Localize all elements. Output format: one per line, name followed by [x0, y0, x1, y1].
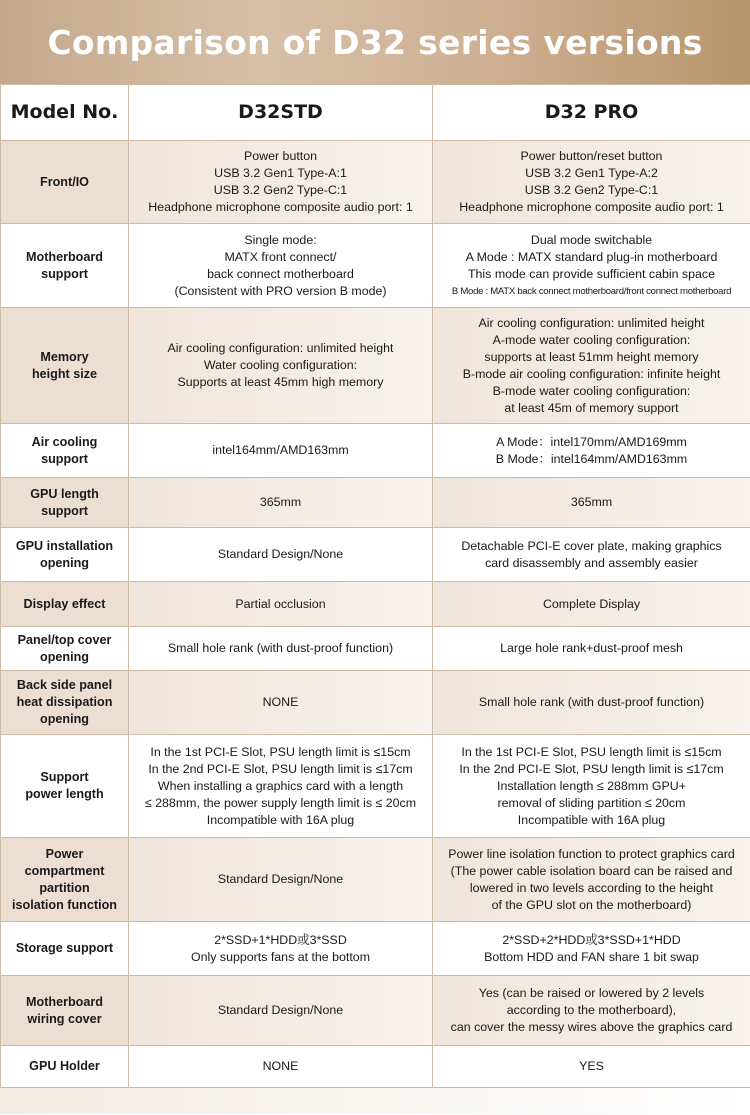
- pro-value: [433, 1046, 750, 1088]
- table-row: [1, 582, 750, 627]
- std-value: [129, 671, 433, 735]
- cell-line: Motherboard: [26, 249, 103, 264]
- pro-value: [433, 582, 750, 627]
- table-row: [1, 627, 750, 671]
- cell-line: Small hole rank (with dust-proof function): [167, 641, 394, 655]
- std-value: [129, 224, 433, 308]
- cell-line: removal of sliding partition ≤ 20cm: [497, 795, 686, 810]
- cell-line: card disassembly and assembly easier: [485, 555, 698, 570]
- cell-line: Incompatible with 16A plug: [517, 812, 666, 827]
- cell-line: 365mm: [259, 495, 302, 509]
- pro-value: [433, 838, 750, 922]
- cell-line: A Mode：intel170mm/AMD169mm: [496, 434, 687, 449]
- pro-value: [433, 627, 750, 671]
- header-std: D32STD: [129, 85, 433, 141]
- cell-line: opening: [40, 555, 89, 570]
- cell-line: power length: [25, 787, 104, 801]
- cell-line: Power button/reset button: [520, 149, 663, 163]
- cell-line: partition: [39, 880, 90, 895]
- cell-line: B-mode water cooling configuration:: [492, 383, 691, 398]
- cell-line: compartment: [24, 863, 105, 878]
- title-banner: [0, 0, 750, 84]
- cell-line: Power line isolation function to protect graphics card: [448, 846, 735, 861]
- std-value: [129, 528, 433, 582]
- std-value: [129, 922, 433, 976]
- cell-line: Large hole rank+dust-proof mesh: [500, 641, 683, 655]
- header-row: [1, 85, 750, 141]
- cell-line: according to the motherboard),: [506, 1003, 677, 1017]
- cell-line: lowered in two levels according to the height: [469, 880, 714, 895]
- row-label: [1, 735, 129, 838]
- pro-value: [433, 528, 750, 582]
- cell-line: Water cooling configuration:: [203, 358, 358, 372]
- cell-line: 365mm: [570, 495, 613, 509]
- cell-line: Partial occlusion: [235, 596, 326, 611]
- pro-value: [433, 922, 750, 976]
- cell-line: Memory: [40, 349, 89, 364]
- pro-value: [433, 424, 750, 478]
- cell-line: When installing a graphics card with a length: [157, 778, 404, 793]
- cell-line: GPU length: [30, 486, 99, 501]
- cell-line: Front/IO: [40, 174, 89, 189]
- cell-line: This mode can provide sufficient cabin space: [467, 266, 716, 281]
- cell-line: Back side panel: [16, 678, 113, 692]
- cell-line: ≤ 288mm, the power supply length limit is ≤ 20cm: [144, 795, 417, 810]
- cell-line: In the 2nd PCI-E Slot, PSU length limit is ≤17cm: [459, 761, 724, 776]
- std-value: [129, 976, 433, 1046]
- table-row: [1, 424, 750, 478]
- std-value: [129, 1046, 433, 1088]
- table-row: [1, 1046, 750, 1088]
- table-row: [1, 671, 750, 735]
- std-value: [129, 582, 433, 627]
- table-row: [1, 478, 750, 528]
- cell-line: Single mode:: [244, 232, 317, 247]
- cell-line: of the GPU slot on the motherboard): [491, 897, 692, 912]
- cell-line: USB 3.2 Gen2 Type-C:1: [213, 183, 348, 197]
- cell-line: Only supports fans at the bottom: [190, 949, 371, 964]
- cell-line: Power: [45, 846, 84, 861]
- cell-line: B-mode air cooling configuration: infinite height: [462, 366, 721, 381]
- cell-line: intel164mm/AMD163mm: [212, 443, 349, 457]
- cell-line: Panel/top cover: [17, 632, 112, 647]
- table-row: [1, 838, 750, 922]
- cell-line: back connect motherboard: [207, 266, 354, 281]
- row-label: [1, 224, 129, 308]
- comparison-table: [0, 84, 750, 1088]
- cell-line: Dual mode switchable: [530, 232, 653, 247]
- bottom-strip: [0, 1088, 750, 1114]
- cell-line: isolation function: [12, 897, 117, 912]
- pro-value: [433, 478, 750, 528]
- std-value: [129, 308, 433, 424]
- cell-line: (Consistent with PRO version B mode): [174, 283, 387, 298]
- cell-line: height size: [31, 366, 98, 381]
- row-label: [1, 424, 129, 478]
- cell-line: MATX front connect/: [224, 249, 337, 264]
- table-row: [1, 224, 750, 308]
- table-row: [1, 922, 750, 976]
- cell-line: USB 3.2 Gen1 Type-A:1: [214, 166, 347, 180]
- cell-line: Standard Design/None: [217, 1003, 344, 1017]
- cell-line: Support: [40, 770, 89, 784]
- cell-line: GPU Holder: [29, 1059, 100, 1073]
- cell-line: heat dissipation: [16, 695, 113, 709]
- cell-line: Supports at least 45mm high memory: [177, 375, 384, 389]
- pro-value: [433, 224, 750, 308]
- row-label: [1, 976, 129, 1046]
- pro-value: [433, 671, 750, 735]
- table-row: [1, 976, 750, 1046]
- pro-value: [433, 735, 750, 838]
- row-label: [1, 308, 129, 424]
- cell-line: Bottom HDD and FAN share 1 bit swap: [484, 949, 699, 964]
- cell-line: B Mode : MATX back connect motherboard/front connect motherboard: [451, 285, 732, 297]
- cell-line: USB 3.2 Gen2 Type-C:1: [524, 183, 659, 197]
- std-value: [129, 838, 433, 922]
- cell-line: Incompatible with 16A plug: [206, 812, 355, 827]
- pro-value: [433, 976, 750, 1046]
- cell-line: (The power cable isolation board can be raised and: [450, 863, 733, 878]
- cell-line: NONE: [262, 1059, 299, 1073]
- cell-line: In the 1st PCI-E Slot, PSU length limit is ≤15cm: [150, 744, 411, 759]
- page-title: Comparison of D32 series versions: [47, 22, 703, 62]
- table-row: [1, 528, 750, 582]
- std-value: [129, 735, 433, 838]
- cell-line: Complete Display: [542, 596, 641, 611]
- cell-line: YES: [579, 1059, 604, 1073]
- cell-line: Air cooling configuration: unlimited height: [167, 341, 394, 355]
- header-model: Model No.: [1, 85, 129, 141]
- row-label: [1, 922, 129, 976]
- cell-line: opening: [40, 712, 89, 726]
- cell-line: Installation length ≤ 288mm GPU+: [497, 778, 686, 793]
- cell-line: Storage support: [15, 941, 114, 955]
- cell-line: opening: [40, 649, 89, 664]
- header-pro: D32 PRO: [433, 85, 750, 141]
- cell-line: can cover the messy wires above the graphics card: [450, 1020, 733, 1034]
- std-value: [129, 627, 433, 671]
- cell-line: support: [41, 266, 88, 281]
- row-label: [1, 141, 129, 224]
- cell-line: B Mode：intel164mm/AMD163mm: [495, 451, 688, 466]
- std-value: [129, 141, 433, 224]
- cell-line: A-mode water cooling configuration:: [492, 332, 691, 347]
- cell-line: Small hole rank (with dust-proof function): [478, 695, 705, 709]
- cell-line: support: [41, 451, 88, 466]
- cell-line: In the 2nd PCI-E Slot, PSU length limit is ≤17cm: [148, 761, 413, 776]
- row-label: [1, 838, 129, 922]
- cell-line: Air cooling: [31, 434, 98, 449]
- row-label: [1, 671, 129, 735]
- cell-line: USB 3.2 Gen1 Type-A:2: [525, 166, 658, 180]
- cell-line: 2*SSD+2*HDD或3*SSD+1*HDD: [502, 932, 681, 947]
- cell-line: Detachable PCI-E cover plate, making graphics: [461, 538, 722, 553]
- cell-line: support: [41, 503, 88, 518]
- cell-line: GPU installation: [15, 538, 114, 553]
- cell-line: Standard Design/None: [217, 547, 344, 561]
- row-label: [1, 478, 129, 528]
- row-label: [1, 1046, 129, 1088]
- cell-line: Motherboard: [26, 994, 103, 1009]
- cell-line: Power button: [243, 149, 317, 163]
- cell-line: wiring cover: [27, 1011, 102, 1026]
- std-value: [129, 424, 433, 478]
- cell-line: Display effect: [23, 596, 106, 611]
- cell-line: Standard Design/None: [217, 872, 344, 886]
- cell-line: at least 45m of memory support: [504, 400, 679, 415]
- std-value: [129, 478, 433, 528]
- row-label: [1, 627, 129, 671]
- row-label: [1, 528, 129, 582]
- table-row: [1, 735, 750, 838]
- table-row: [1, 141, 750, 224]
- cell-line: In the 1st PCI-E Slot, PSU length limit is ≤15cm: [461, 744, 722, 759]
- cell-line: Headphone microphone composite audio port: 1: [148, 200, 413, 214]
- cell-line: Headphone microphone composite audio port: 1: [459, 200, 724, 214]
- cell-line: Air cooling configuration: unlimited height: [478, 315, 705, 330]
- cell-line: 2*SSD+1*HDD或3*SSD: [214, 932, 347, 947]
- table-row: [1, 308, 750, 424]
- cell-line: NONE: [262, 695, 299, 709]
- cell-line: Yes (can be raised or lowered by 2 levels: [478, 986, 705, 1000]
- cell-line: A Mode : MATX standard plug-in motherboard: [465, 249, 718, 264]
- row-label: [1, 582, 129, 627]
- pro-value: [433, 141, 750, 224]
- pro-value: [433, 308, 750, 424]
- cell-line: supports at least 51mm height memory: [484, 349, 699, 364]
